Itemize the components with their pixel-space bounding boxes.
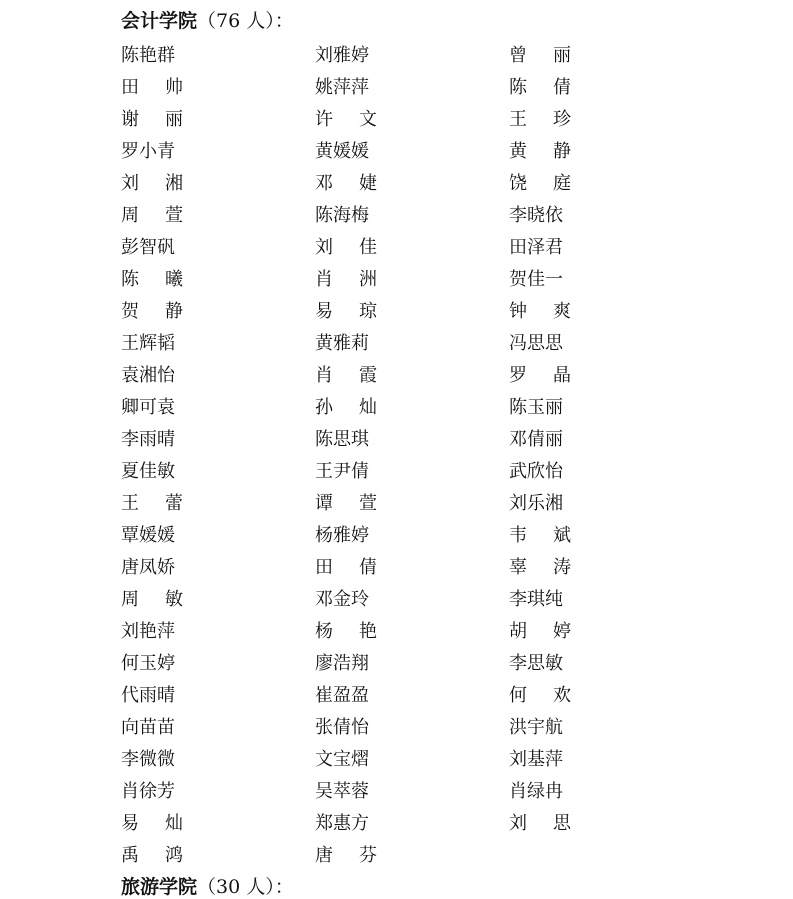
name-char: 洲 — [359, 269, 377, 290]
name-char: 静 — [165, 301, 183, 322]
name-char: 饶 — [509, 173, 527, 194]
name-entry: 黄媛媛 — [315, 141, 369, 162]
name-entry — [121, 168, 183, 200]
name-entry: 唐凤娇 — [121, 557, 175, 578]
name-entry — [509, 40, 571, 72]
name-char: 珍 — [553, 109, 571, 130]
name-entry: 代雨晴 — [121, 685, 175, 706]
name-entry: 王辉韬 — [121, 333, 175, 354]
name-entry: 向苗苗 — [121, 717, 175, 738]
name-char: 湘 — [165, 173, 183, 194]
name-char: 曾 — [509, 45, 527, 66]
name-entry — [315, 104, 377, 136]
name-char: 杨 — [315, 621, 333, 642]
name-char: 易 — [315, 301, 333, 322]
name-char: 贺 — [121, 301, 139, 322]
name-char: 谢 — [121, 109, 139, 130]
name-entry: 武欣怡 — [509, 461, 563, 482]
name-entry: 陈海梅 — [315, 205, 369, 226]
name-entry: 邓金玲 — [315, 589, 369, 610]
name-char: 谭 — [315, 493, 333, 514]
name-char: 文 — [359, 109, 377, 130]
name-entry: 肖绿冉 — [509, 781, 563, 802]
name-entry: 李微微 — [121, 749, 175, 770]
name-entry — [121, 104, 183, 136]
name-char: 庭 — [553, 173, 571, 194]
name-entry — [315, 392, 377, 424]
name-entry — [315, 296, 377, 328]
name-entry: 邓倩丽 — [509, 429, 563, 450]
name-entry: 姚萍萍 — [315, 77, 369, 98]
name-char: 霞 — [359, 365, 377, 386]
name-entry — [509, 520, 571, 552]
name-char: 芬 — [359, 845, 377, 866]
name-char: 易 — [121, 813, 139, 834]
name-char: 王 — [121, 493, 139, 514]
name-char: 刘 — [509, 813, 527, 834]
name-entry: 陈玉丽 — [509, 397, 563, 418]
name-char: 刘 — [121, 173, 139, 194]
name-entry: 陈思琪 — [315, 429, 369, 450]
name-char: 肖 — [315, 269, 333, 290]
name-char: 陈 — [509, 77, 527, 98]
name-entry — [315, 840, 377, 872]
name-char: 帅 — [165, 77, 183, 98]
name-entry: 郑惠方 — [315, 813, 369, 834]
name-char: 辜 — [509, 557, 527, 578]
name-entry: 李雨晴 — [121, 429, 175, 450]
name-char: 灿 — [359, 397, 377, 418]
section-title: 会计学院 — [121, 10, 198, 32]
name-entry — [315, 360, 377, 392]
name-entry: 李思敏 — [509, 653, 563, 674]
name-char: 唐 — [315, 845, 333, 866]
name-entry: 李晓依 — [509, 205, 563, 226]
name-char: 蕾 — [165, 493, 183, 514]
name-entry: 田泽君 — [509, 237, 563, 258]
section-heading-tourism — [121, 875, 294, 899]
name-entry — [509, 616, 571, 648]
name-entry — [315, 232, 377, 264]
name-char: 韦 — [509, 525, 527, 546]
name-char: 王 — [509, 109, 527, 130]
name-entry — [509, 72, 571, 104]
name-entry: 罗小青 — [121, 141, 175, 162]
name-entry: 袁湘怡 — [121, 365, 175, 386]
name-entry — [121, 72, 183, 104]
name-char: 钟 — [509, 301, 527, 322]
name-entry: 贺佳一 — [509, 269, 563, 290]
name-entry: 彭智矾 — [121, 237, 175, 258]
name-char: 琼 — [359, 301, 377, 322]
name-char: 田 — [121, 77, 139, 98]
name-entry: 杨雅婷 — [315, 525, 369, 546]
name-entry — [121, 488, 183, 520]
name-entry: 崔盈盈 — [315, 685, 369, 706]
name-char: 丽 — [553, 45, 571, 66]
name-entry: 刘艳萍 — [121, 621, 175, 642]
name-entry: 刘雅婷 — [315, 45, 369, 66]
name-char: 孙 — [315, 397, 333, 418]
name-char: 黄 — [509, 141, 527, 162]
name-char: 灿 — [165, 813, 183, 834]
name-entry — [121, 296, 183, 328]
name-entry — [315, 168, 377, 200]
name-entry — [121, 584, 183, 616]
name-char: 婷 — [553, 621, 571, 642]
name-entry: 王尹倩 — [315, 461, 369, 482]
section-count: （30 人）： — [197, 876, 294, 898]
section-count: （76 人）： — [197, 10, 294, 32]
name-entry — [315, 488, 377, 520]
name-char: 倩 — [553, 77, 571, 98]
name-char: 刘 — [315, 237, 333, 258]
name-entry: 冯思思 — [509, 333, 563, 354]
name-char: 胡 — [509, 621, 527, 642]
name-entry: 陈艳群 — [121, 45, 175, 66]
name-entry — [509, 840, 579, 872]
name-char: 静 — [553, 141, 571, 162]
name-entry — [121, 200, 183, 232]
name-char: 丽 — [165, 109, 183, 130]
name-list — [121, 40, 721, 872]
name-entry — [121, 840, 183, 872]
name-entry — [315, 616, 377, 648]
name-char: 田 — [315, 557, 333, 578]
name-entry: 卿可袁 — [121, 397, 175, 418]
name-char: 晶 — [553, 365, 571, 386]
name-char: 罗 — [509, 365, 527, 386]
name-char: 爽 — [553, 301, 571, 322]
name-entry — [315, 264, 377, 296]
name-entry — [509, 296, 571, 328]
name-entry — [509, 168, 571, 200]
name-entry: 洪宇航 — [509, 717, 563, 738]
name-entry: 文宝熠 — [315, 749, 369, 770]
name-entry — [509, 136, 571, 168]
name-entry: 廖浩翔 — [315, 653, 369, 674]
name-char: 肖 — [315, 365, 333, 386]
name-char: 鸿 — [165, 845, 183, 866]
name-char: 曦 — [165, 269, 183, 290]
name-entry: 吴萃蓉 — [315, 781, 369, 802]
name-char: 倩 — [359, 557, 377, 578]
name-char: 艳 — [359, 621, 377, 642]
name-char: 涛 — [553, 557, 571, 578]
name-entry — [509, 104, 571, 136]
name-entry — [121, 808, 183, 840]
section-heading-accounting — [121, 9, 294, 33]
name-char: 禹 — [121, 845, 139, 866]
name-entry: 何玉婷 — [121, 653, 175, 674]
name-entry: 刘乐湘 — [509, 493, 563, 514]
name-char: 婕 — [359, 173, 377, 194]
name-char: 敏 — [165, 589, 183, 610]
name-entry: 覃媛媛 — [121, 525, 175, 546]
name-entry: 李琪纯 — [509, 589, 563, 610]
name-entry: 张倩怡 — [315, 717, 369, 738]
name-char: 斌 — [553, 525, 571, 546]
name-char: 何 — [509, 685, 527, 706]
name-entry: 肖徐芳 — [121, 781, 175, 802]
name-char: 周 — [121, 205, 139, 226]
name-char: 萱 — [165, 205, 183, 226]
name-entry — [509, 552, 571, 584]
name-entry: 夏佳敏 — [121, 461, 175, 482]
name-char: 周 — [121, 589, 139, 610]
name-entry — [121, 264, 183, 296]
name-entry — [509, 808, 571, 840]
name-entry: 黄雅莉 — [315, 333, 369, 354]
name-char: 欢 — [553, 685, 571, 706]
name-char: 邓 — [315, 173, 333, 194]
name-char: 思 — [553, 813, 571, 834]
name-char: 许 — [315, 109, 333, 130]
section-title: 旅游学院 — [121, 876, 198, 898]
name-entry: 刘基萍 — [509, 749, 563, 770]
name-char: 萱 — [359, 493, 377, 514]
name-char: 陈 — [121, 269, 139, 290]
name-entry — [509, 360, 571, 392]
name-entry — [315, 552, 377, 584]
name-entry — [509, 680, 571, 712]
name-char: 佳 — [359, 237, 377, 258]
